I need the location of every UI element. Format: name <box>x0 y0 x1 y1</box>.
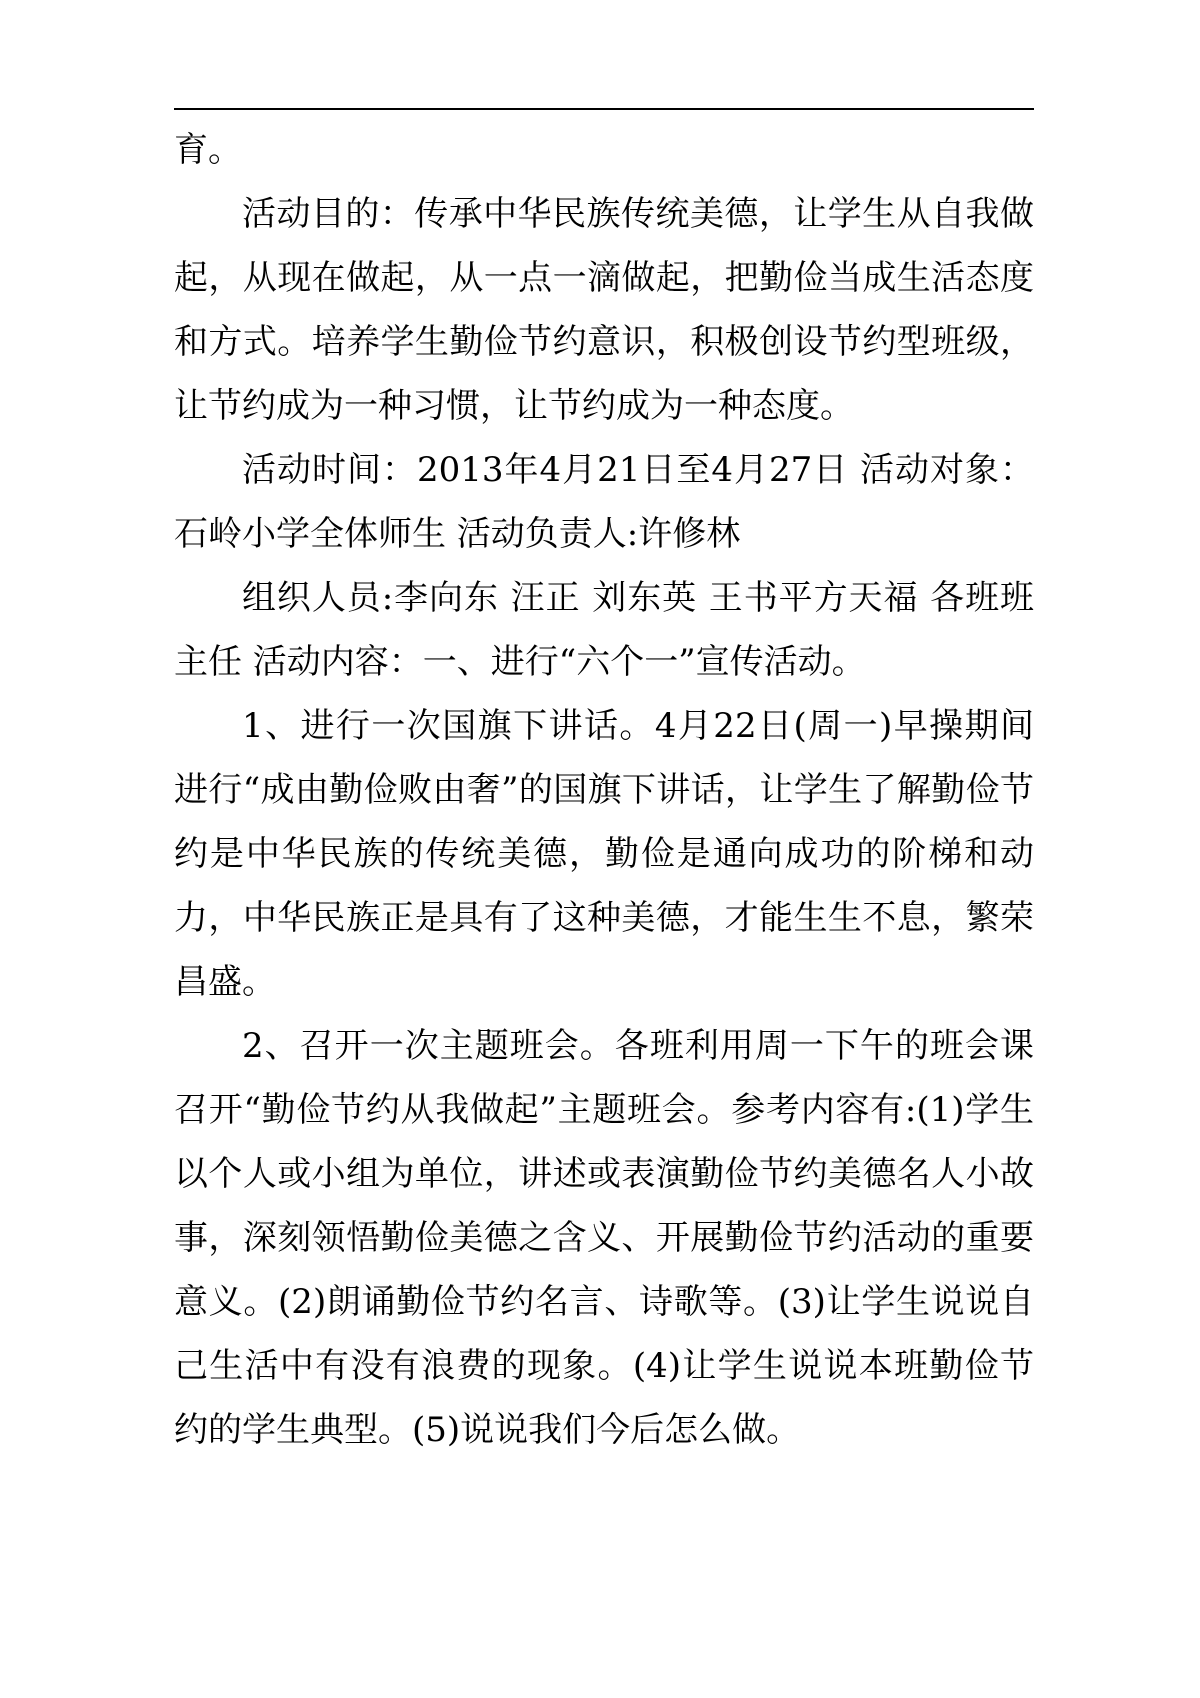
paragraph-flag-speech: 1、进行一次国旗下讲话。4月22日(周一)早操期间进行“成由勤俭败由奢”的国旗下讲话，让学生了解勤俭节约是中华民族的传统美德，勤俭是通向成功的阶梯和动力，中华民族正是具有了这种美德，才能生生不息，繁荣昌盛。 <box>174 706 1034 1002</box>
paragraph-organizers: 组织人员:李向东 汪正 刘东英 王书平方天福 各班班主任 活动内容：一、进行“六个一”宣传活动。 <box>174 578 1034 682</box>
paragraph-activity-time: 活动时间：2013年4月21日至4月27日 活动对象：石岭小学全体师生 活动负责人:许修林 <box>174 450 1034 554</box>
paragraph-activity-purpose: 活动目的：传承中华民族传统美德，让学生从自我做起，从现在做起，从一点一滴做起，把勤俭当成生活态度和方式。培养学生勤俭节约意识，积极创设节约型班级，让节约成为一种习惯，让节约成为一种态度。 <box>174 194 1034 426</box>
document-body <box>174 118 1034 1462</box>
header-rule <box>174 108 1034 110</box>
paragraph-continuation: 育。 <box>174 130 242 170</box>
paragraph-class-meeting: 2、召开一次主题班会。各班利用周一下午的班会课召开“勤俭节约从我做起”主题班会。参考内容有:(1)学生以个人或小组为单位，讲述或表演勤俭节约美德名人小故事，深刻领悟勤俭美德之含义、开展勤俭节约活动的重要意义。(2)朗诵勤俭节约名言、诗歌等。(3)让学生说说自己生活中有没有浪费的现象。(4)让学生说说本班勤俭节约的学生典型。(5)说说我们今后怎么做。 <box>174 1026 1034 1450</box>
